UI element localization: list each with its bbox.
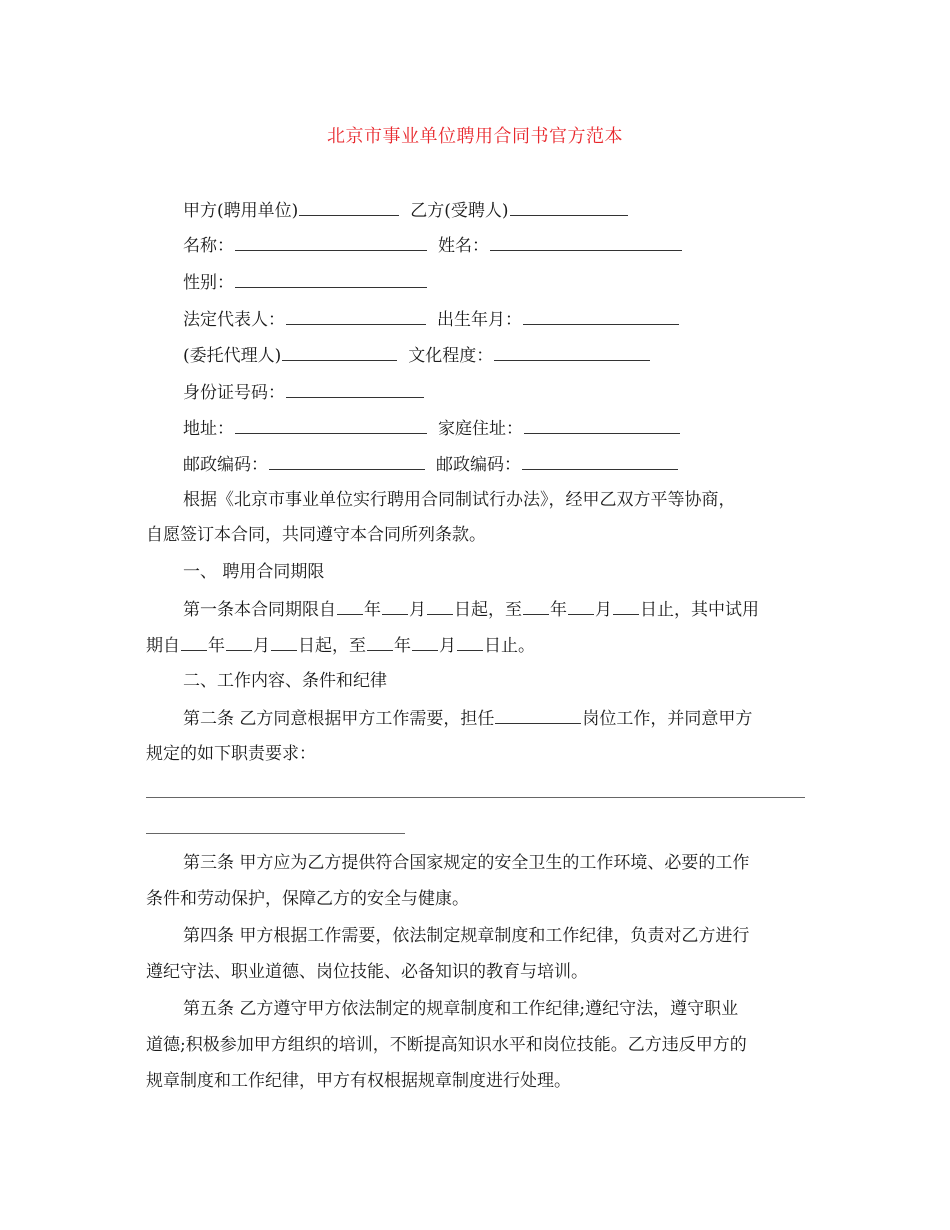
- start-day-blank: [427, 597, 453, 615]
- day-to-trial-label: 日止，其中试用: [640, 600, 759, 620]
- education-label: 文化程度：: [408, 346, 494, 366]
- party-b-blank: [510, 198, 628, 216]
- document-title: 北京市事业单位聘用合同书官方范本: [327, 126, 623, 147]
- id-label: 身份证号码：: [183, 383, 285, 403]
- legal-rep-label: 法定代表人：: [183, 310, 285, 330]
- article-1-prefix: 第一条本合同期限自: [183, 600, 336, 620]
- article-1-line-1: [183, 597, 759, 622]
- id-row: [183, 380, 425, 405]
- duty-blank-line-2: [146, 833, 405, 834]
- name-row: [183, 233, 683, 258]
- gender-row: [183, 270, 428, 295]
- agent-label: (委托代理人): [183, 346, 282, 366]
- article-1-line-2: [146, 633, 535, 658]
- start-month-blank: [382, 597, 408, 615]
- name-label: 名称：: [183, 236, 234, 256]
- party-a-label: 甲方(聘用单位): [183, 201, 299, 221]
- month-label: 月: [595, 600, 612, 620]
- party-a-blank: [299, 198, 399, 216]
- intro-line-2: 自愿签订本合同，共同遵守本合同所列条款。: [146, 525, 486, 545]
- person-name-label: 姓名：: [438, 236, 489, 256]
- duty-blank-line-1: [146, 797, 805, 798]
- address-label: 地址：: [183, 419, 234, 439]
- trial-start-month-blank: [226, 633, 252, 651]
- birth-blank: [523, 307, 679, 325]
- postcode-a-label: 邮政编码：: [183, 455, 268, 475]
- person-name-blank: [490, 233, 682, 251]
- legal-rep-row: [183, 307, 680, 332]
- trial-end-day-blank: [457, 633, 483, 651]
- article-5-line-1: 第五条 乙方遵守甲方依法制定的规章制度和工作纪律;遵纪守法，遵守职业: [183, 999, 739, 1019]
- party-b-label: 乙方(受聘人): [410, 201, 509, 221]
- month-label: 月: [439, 636, 456, 656]
- year-label: 年: [208, 636, 225, 656]
- trial-end-year-blank: [367, 633, 393, 651]
- address-row: [183, 416, 681, 441]
- year-label: 年: [550, 600, 567, 620]
- article-3-line-2: 条件和劳动保护，保障乙方的安全与健康。: [146, 889, 469, 909]
- agent-row: [183, 343, 651, 368]
- postcode-a-blank: [269, 452, 425, 470]
- article-2-line-2: 规定的如下职责要求：: [146, 744, 316, 764]
- home-address-label: 家庭住址：: [438, 419, 523, 439]
- section-2-heading: 二、工作内容、条件和纪律: [183, 671, 387, 691]
- trial-prefix: 期自: [146, 636, 180, 656]
- article-5-line-2: 道德;积极参加甲方组织的培训，不断提高知识水平和岗位技能。乙方违反甲方的: [146, 1035, 747, 1055]
- trial-start-day-blank: [271, 633, 297, 651]
- day-from-label: 日起，至: [298, 636, 366, 656]
- trial-start-year-blank: [181, 633, 207, 651]
- article-2-suffix: 岗位工作，并同意甲方: [582, 709, 753, 729]
- year-label: 年: [394, 636, 411, 656]
- year-label: 年: [364, 600, 381, 620]
- agent-blank: [282, 343, 397, 361]
- month-label: 月: [409, 600, 426, 620]
- id-blank: [286, 380, 424, 398]
- section-1-heading: 一、 聘用合同期限: [183, 562, 325, 582]
- month-label: 月: [253, 636, 270, 656]
- name-blank: [235, 233, 427, 251]
- start-year-blank: [337, 597, 363, 615]
- position-blank: [495, 706, 581, 724]
- article-3-line-1: 第三条 甲方应为乙方提供符合国家规定的安全卫生的工作环境、必要的工作: [183, 853, 750, 873]
- day-end-label: 日止。: [484, 636, 535, 656]
- gender-label: 性别：: [183, 273, 234, 293]
- party-header-row: [183, 198, 629, 223]
- home-address-blank: [524, 416, 680, 434]
- article-4-line-1: 第四条 甲方根据工作需要，依法制定规章制度和工作纪律，负责对乙方进行: [183, 926, 750, 946]
- article-2-prefix: 第二条 乙方同意根据甲方工作需要，担任: [183, 709, 495, 729]
- legal-rep-blank: [286, 307, 426, 325]
- birth-label: 出生年月：: [437, 310, 522, 330]
- article-5-line-3: 规章制度和工作纪律，甲方有权根据规章制度进行处理。: [146, 1071, 571, 1091]
- intro-line-1: 根据《北京市事业单位实行聘用合同制试行办法》，经甲乙双方平等协商，: [183, 490, 736, 510]
- gender-blank: [235, 270, 427, 288]
- day-from-label: 日起，至: [454, 600, 522, 620]
- end-year-blank: [523, 597, 549, 615]
- article-2-line-1: [183, 706, 752, 731]
- postcode-b-blank: [522, 452, 678, 470]
- postcode-row: [183, 452, 679, 477]
- article-4-line-2: 遵纪守法、职业道德、岗位技能、必备知识的教育与培训。: [146, 962, 588, 982]
- education-blank: [494, 343, 650, 361]
- trial-end-month-blank: [412, 633, 438, 651]
- end-month-blank: [568, 597, 594, 615]
- address-blank: [235, 416, 427, 434]
- postcode-b-label: 邮政编码：: [436, 455, 521, 475]
- end-day-blank: [613, 597, 639, 615]
